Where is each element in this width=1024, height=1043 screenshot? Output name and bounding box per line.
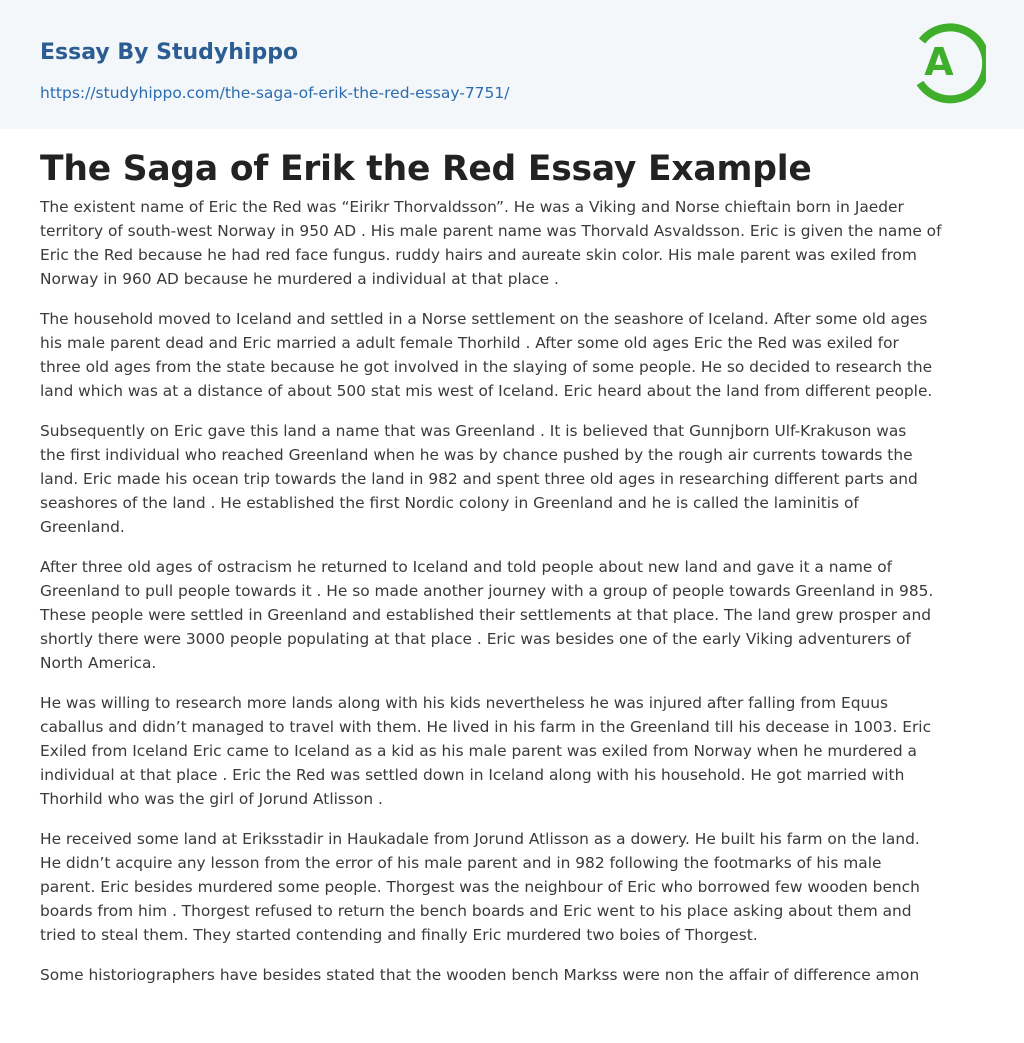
paragraph-line: boards from him . Thorgest refused to return the bench boards and Eric went to his place asking about them and bbox=[40, 902, 912, 920]
paragraph-line: Thorhild who was the girl of Jorund Atlisson . bbox=[40, 790, 383, 808]
paragraph bbox=[40, 827, 984, 947]
paragraph-line: territory of south-west Norway in 950 AD . His male parent name was Thorvald Asvaldsson. Eric is given the name of bbox=[40, 222, 942, 240]
paragraph-line: individual at that place . Eric the Red was settled down in Iceland along with his household. He got married with bbox=[40, 766, 905, 784]
paragraph-line: tried to steal them. They started contending and finally Eric murdered two boies of Thorgest. bbox=[40, 926, 758, 944]
paragraph-line: Greenland. bbox=[40, 518, 125, 536]
paragraph-line: After three old ages of ostracism he returned to Iceland and told people about new land and gave it a name of bbox=[40, 558, 893, 576]
paragraph bbox=[40, 555, 984, 675]
paragraph bbox=[40, 691, 984, 811]
paragraph-line: He received some land at Eriksstadir in Haukadale from Jorund Atlisson as a dowery. He built his farm on the land. bbox=[40, 830, 920, 848]
paragraph-line: land. Eric made his ocean trip towards the land in 982 and spent three old ages in researching different parts and bbox=[40, 470, 918, 488]
paragraph bbox=[40, 307, 984, 403]
paragraph bbox=[40, 419, 984, 539]
paragraph-line: Subsequently on Eric gave this land a name that was Greenland . It is believed that Gunnjborn Ulf-Krakuson was bbox=[40, 422, 907, 440]
paragraph-line: North America. bbox=[40, 654, 157, 672]
essay-url-link[interactable]: https://studyhippo.com/the-saga-of-erik-the-red-essay-7751/ bbox=[40, 84, 510, 102]
paragraph-line: seashores of the land . He established the first Nordic colony in Greenland and he is called the laminitis of bbox=[40, 494, 859, 512]
paragraph-line: He was willing to research more lands along with his kids nevertheless he was injured after falling from Equus bbox=[40, 694, 888, 712]
paragraph-line: The existent name of Eric the Red was “Eirikr Thorvaldsson”. He was a Viking and Norse chieftain born in Jaeder bbox=[40, 198, 904, 216]
logo-letter: A bbox=[924, 40, 954, 84]
paragraph-line: The household moved to Iceland and settled in a Norse settlement on the seashore of Iceland. After some old ages bbox=[40, 310, 928, 328]
paragraph-line: shortly there were 3000 people populating at that place . Eric was besides one of the early Viking adventurers of bbox=[40, 630, 911, 648]
paragraph-line: three old ages from the state because he got involved in the slaying of some people. He so decided to research the bbox=[40, 358, 933, 376]
article-body bbox=[40, 195, 984, 987]
paragraph-line: Some historiographers have besides stated that the wooden bench Markss were non the affair of difference amon bbox=[40, 966, 920, 984]
paragraph-line: caballus and didn’t managed to travel with them. He lived in his farm in the Greenland till his decease in 1003. Eric bbox=[40, 718, 932, 736]
paragraph bbox=[40, 963, 984, 987]
paragraph-line: his male parent dead and Eric married a adult female Thorhild . After some old ages Eric the Red was exiled for bbox=[40, 334, 899, 352]
brand-link[interactable]: Essay By Studyhippo bbox=[40, 40, 299, 65]
site-header bbox=[0, 0, 1024, 129]
paragraph-line: Norway in 960 AD because he murdered a individual at that place . bbox=[40, 270, 559, 288]
paragraph-line: the first individual who reached Greenland when he was by chance pushed by the rough air currents towards the bbox=[40, 446, 913, 464]
article-content bbox=[0, 129, 1024, 987]
paragraph-line: Exiled from Iceland Eric came to Iceland as a kid as his male parent was exiled from Norway when he murdered a bbox=[40, 742, 917, 760]
page-title: The Saga of Erik the Red Essay Example bbox=[40, 149, 812, 189]
paragraph-line: He didn’t acquire any lesson from the error of his male parent and in 982 following the footmarks of his male bbox=[40, 854, 882, 872]
paragraph-line: Eric the Red because he had red face fungus. ruddy hairs and aureate skin color. His male parent was exiled from bbox=[40, 246, 917, 264]
paragraph-line: Greenland to pull people towards it . He so made another journey with a group of people towards Greenland in 985. bbox=[40, 582, 934, 600]
studyhippo-logo-icon[interactable] bbox=[912, 19, 986, 105]
paragraph-line: These people were settled in Greenland and established their settlements at that place. The land grew prosper and bbox=[40, 606, 931, 624]
paragraph-line: parent. Eric besides murdered some people. Thorgest was the neighbour of Eric who borrowed few wooden bench bbox=[40, 878, 920, 896]
paragraph-line: land which was at a distance of about 500 stat mis west of Iceland. Eric heard about the land from different people. bbox=[40, 382, 933, 400]
paragraph bbox=[40, 195, 984, 291]
